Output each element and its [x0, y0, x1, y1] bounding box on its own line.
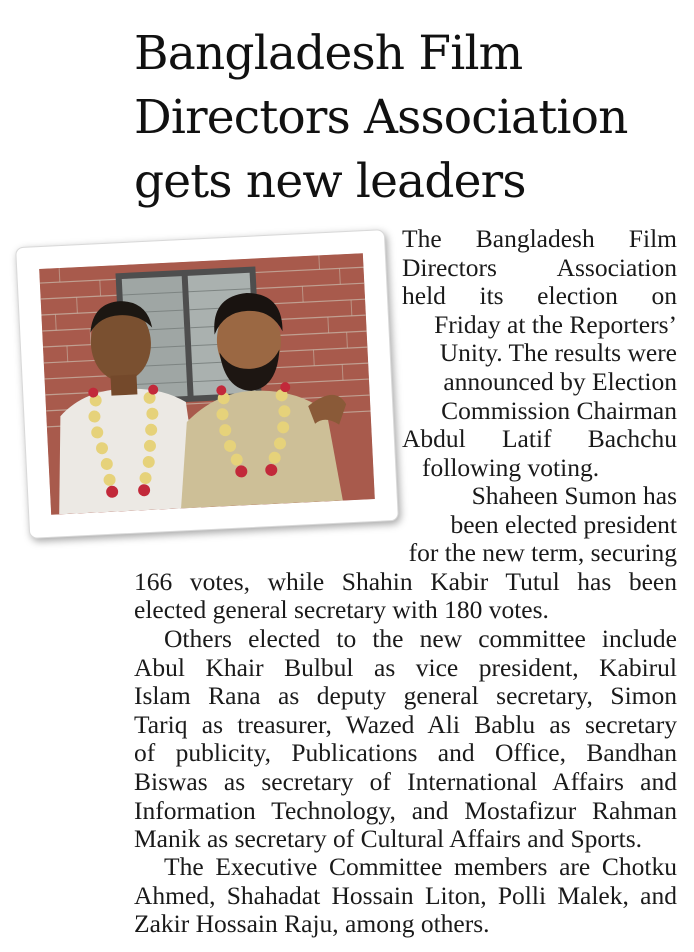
- news-photo: [39, 253, 375, 515]
- text-line: announced by Election: [443, 366, 677, 396]
- article-paragraph: [134, 853, 677, 939]
- text-line: Manik as secretary of Cultural Affairs and Sports.: [134, 824, 642, 854]
- text-line: Biswas as secretary of International Affairs and: [134, 766, 677, 796]
- text-line: Friday at the Reporters’: [434, 309, 677, 339]
- text-line: been elected president: [450, 509, 677, 539]
- text-line: elected general secretary with 180 votes.: [134, 595, 549, 625]
- text-line: Directors Association: [402, 252, 677, 282]
- article-paragraph: [134, 482, 677, 625]
- headline-line: Bangladesh Film: [134, 26, 523, 81]
- article-paragraph: [134, 625, 677, 854]
- text-line: The Executive Committee members are Chotku: [164, 852, 677, 881]
- text-line: for the new term, securing: [408, 538, 677, 568]
- text-line: Shaheen Sumon has: [471, 481, 677, 510]
- text-line: Information Technology, and Mostafizur Rahman: [134, 795, 677, 825]
- text-line: Tariq as treasurer, Wazed Ali Bablu as secretary: [134, 709, 677, 739]
- text-line: 166 votes, while Shahin Kabir Tutul has been: [134, 566, 677, 596]
- headline: [134, 22, 690, 214]
- text-line: Abdul Latif Bachchu: [402, 424, 677, 454]
- text-line: following voting.: [422, 452, 600, 482]
- text-line: Islam Rana as deputy general secretary, Simon: [134, 681, 677, 711]
- text-line: of publicity, Publications and Office, Bandhan: [134, 738, 677, 768]
- text-line: Others elected to the new committee include: [164, 624, 677, 653]
- text-line: held its election on: [402, 281, 677, 311]
- text-line: Abul Khair Bulbul as vice president, Kabirul: [134, 652, 677, 682]
- text-line: Unity. The results were: [439, 338, 677, 368]
- text-line: Commission Chairman: [441, 395, 677, 425]
- text-line: Zakir Hossain Raju, among others.: [134, 909, 490, 939]
- headline-line: Directors Association: [134, 90, 628, 145]
- article-paragraph: [402, 225, 677, 482]
- text-line: Ahmed, Shahadat Hossain Liton, Polli Malek, and: [134, 880, 677, 910]
- text-line: The Bangladesh Film: [402, 224, 677, 253]
- headline-line: gets new leaders: [134, 154, 526, 209]
